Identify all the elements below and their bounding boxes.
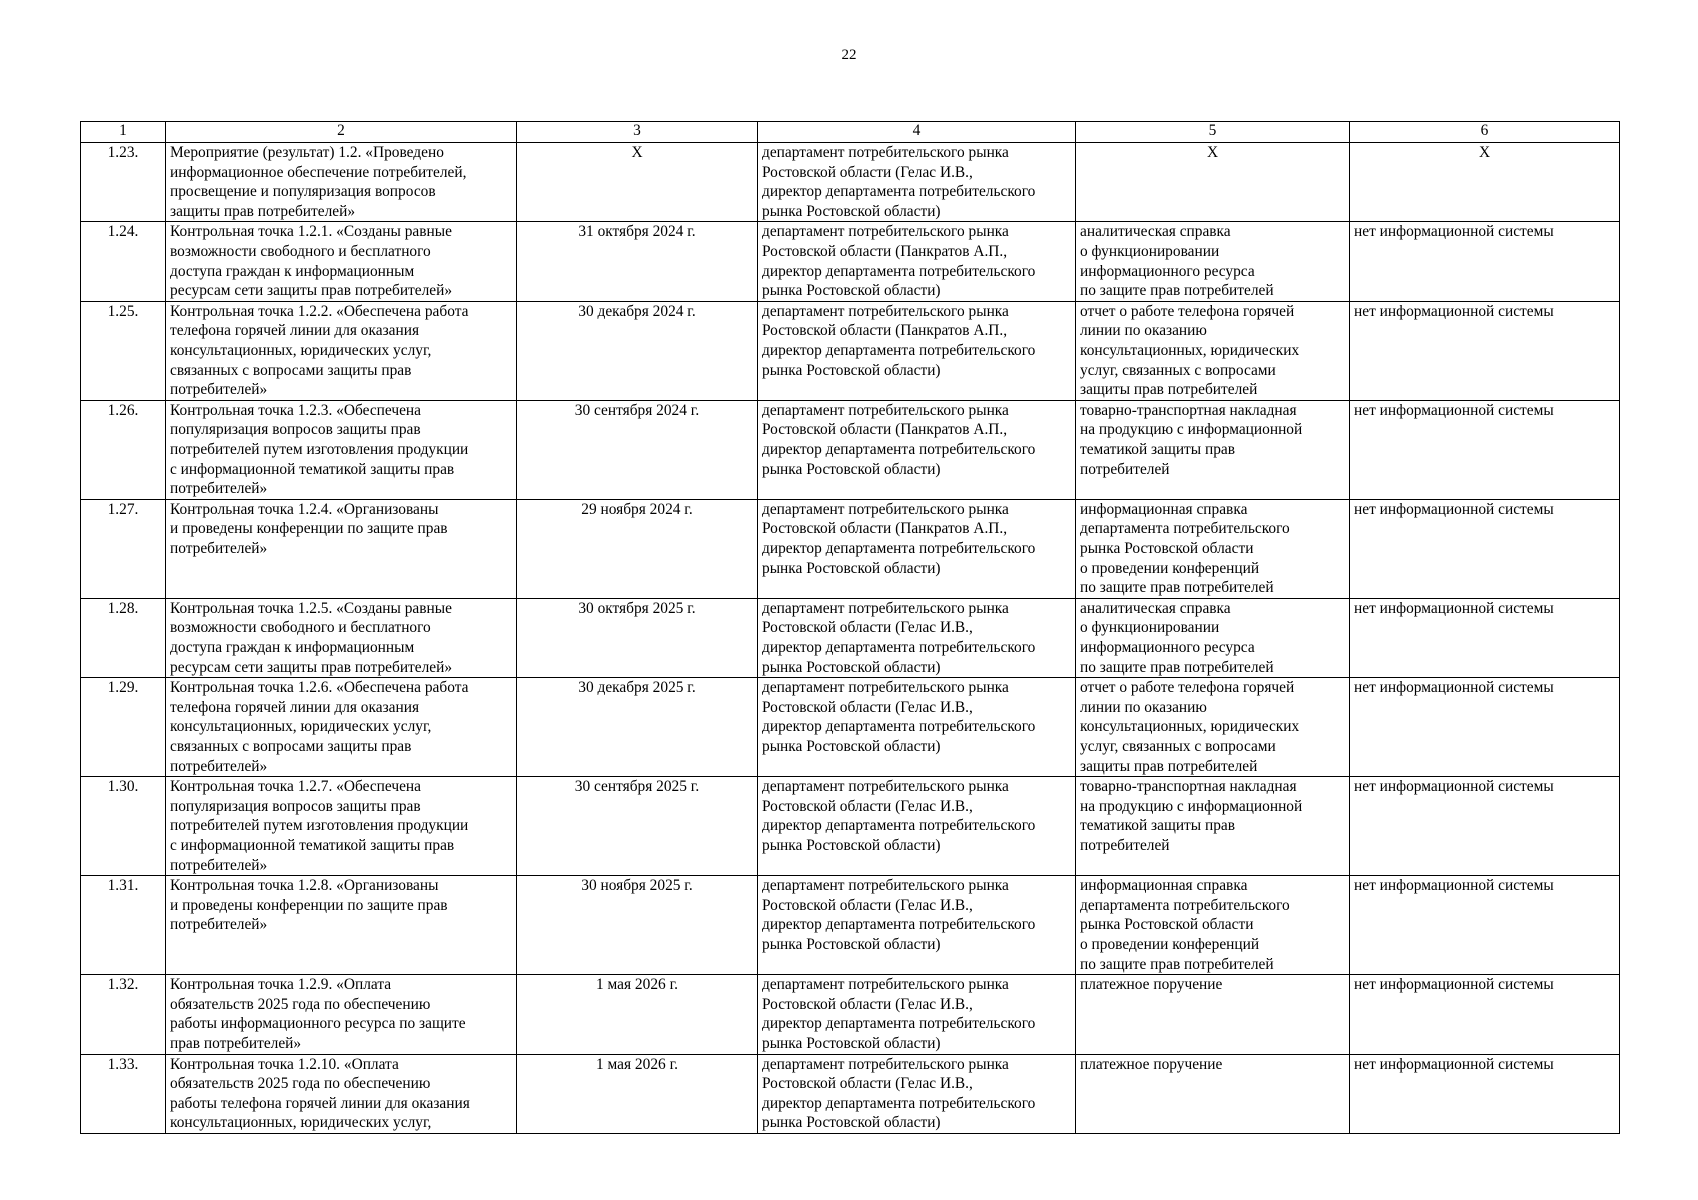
- table-row: [81, 598, 1620, 677]
- confirming-document: товарно-транспортная накладная на продукцию с информационной тематикой защиты прав потребителей: [1076, 400, 1350, 499]
- event-name: Контрольная точка 1.2.1. «Созданы равные возможности свободного и бесплатного доступа граждан к информационным ресурсам сети защиты прав потребителей»: [166, 222, 517, 301]
- deadline: 31 октября 2024 г.: [517, 222, 758, 301]
- table-row: [81, 400, 1620, 499]
- information-system: нет информационной системы: [1350, 598, 1620, 677]
- table-row: [81, 499, 1620, 598]
- column-number: 2: [166, 122, 517, 143]
- confirming-document: аналитическая справка о функционировании информационного ресурса по защите прав потребителей: [1076, 598, 1350, 677]
- responsible-person: департамент потребительского рынка Ростовской области (Гелас И.В., директор департамента потребительского рынка Ростовской области): [758, 1054, 1076, 1133]
- information-system: нет информационной системы: [1350, 400, 1620, 499]
- event-name: Контрольная точка 1.2.9. «Оплата обязательств 2025 года по обеспечению работы информационного ресурса по защите прав потребителей»: [166, 975, 517, 1054]
- row-number: 1.29.: [81, 678, 166, 777]
- deadline: 1 мая 2026 г.: [517, 975, 758, 1054]
- responsible-person: департамент потребительского рынка Ростовской области (Панкратов А.П., директор департамента потребительского рынка Ростовской области): [758, 400, 1076, 499]
- column-number: 5: [1076, 122, 1350, 143]
- responsible-person: департамент потребительского рынка Ростовской области (Гелас И.В., директор департамента потребительского рынка Ростовской области): [758, 598, 1076, 677]
- confirming-document: отчет о работе телефона горячей линии по оказанию консультационных, юридических услуг, связанных с вопросами защиты прав потребителей: [1076, 678, 1350, 777]
- table-row: [81, 876, 1620, 975]
- confirming-document: Х: [1076, 143, 1350, 222]
- event-name: Контрольная точка 1.2.2. «Обеспечена работа телефона горячей линии для оказания консультационных, юридических услуг, связанных с вопросами защиты прав потребителей»: [166, 301, 517, 400]
- confirming-document: информационная справка департамента потребительского рынка Ростовской области о проведении конференций по защите прав потребителей: [1076, 876, 1350, 975]
- confirming-document: платежное поручение: [1076, 1054, 1350, 1133]
- deadline: 29 ноября 2024 г.: [517, 499, 758, 598]
- table-row: [81, 143, 1620, 222]
- row-number: 1.27.: [81, 499, 166, 598]
- confirming-document: аналитическая справка о функционировании информационного ресурса по защите прав потребителей: [1076, 222, 1350, 301]
- responsible-person: департамент потребительского рынка Ростовской области (Панкратов А.П., директор департамента потребительского рынка Ростовской области): [758, 499, 1076, 598]
- row-number: 1.32.: [81, 975, 166, 1054]
- confirming-document: информационная справка департамента потребительского рынка Ростовской области о проведении конференций по защите прав потребителей: [1076, 499, 1350, 598]
- responsible-person: департамент потребительского рынка Ростовской области (Гелас И.В., директор департамента потребительского рынка Ростовской области): [758, 777, 1076, 876]
- event-name: Контрольная точка 1.2.3. «Обеспечена популяризация вопросов защиты прав потребителей путем изготовления продукции с информационной тематикой защиты прав потребителей»: [166, 400, 517, 499]
- table-row: [81, 777, 1620, 876]
- page-number: 22: [841, 47, 857, 63]
- row-number: 1.28.: [81, 598, 166, 677]
- information-system: Х: [1350, 143, 1620, 222]
- control-points-table: [80, 121, 1620, 1134]
- column-number: 6: [1350, 122, 1620, 143]
- event-name: Контрольная точка 1.2.6. «Обеспечена работа телефона горячей линии для оказания консультационных, юридических услуг, связанных с вопросами защиты прав потребителей»: [166, 678, 517, 777]
- deadline: 30 декабря 2025 г.: [517, 678, 758, 777]
- event-name: Контрольная точка 1.2.5. «Созданы равные возможности свободного и бесплатного доступа граждан к информационным ресурсам сети защиты прав потребителей»: [166, 598, 517, 677]
- table-row: [81, 975, 1620, 1054]
- table-row: [81, 1054, 1620, 1133]
- responsible-person: департамент потребительского рынка Ростовской области (Панкратов А.П., директор департамента потребительского рынка Ростовской области): [758, 222, 1076, 301]
- information-system: нет информационной системы: [1350, 777, 1620, 876]
- information-system: нет информационной системы: [1350, 876, 1620, 975]
- row-number: 1.31.: [81, 876, 166, 975]
- deadline: 30 декабря 2024 г.: [517, 301, 758, 400]
- information-system: нет информационной системы: [1350, 1054, 1620, 1133]
- deadline: 30 октября 2025 г.: [517, 598, 758, 677]
- column-number: 3: [517, 122, 758, 143]
- table-row: [81, 678, 1620, 777]
- column-number-row: [81, 122, 1620, 143]
- information-system: нет информационной системы: [1350, 222, 1620, 301]
- responsible-person: департамент потребительского рынка Ростовской области (Гелас И.В., директор департамента потребительского рынка Ростовской области): [758, 678, 1076, 777]
- table-row: [81, 222, 1620, 301]
- event-name: Мероприятие (результат) 1.2. «Проведено информационное обеспечение потребителей, просвещение и популяризация вопросов защиты прав потребителей»: [166, 143, 517, 222]
- row-number: 1.23.: [81, 143, 166, 222]
- information-system: нет информационной системы: [1350, 975, 1620, 1054]
- row-number: 1.33.: [81, 1054, 166, 1133]
- responsible-person: департамент потребительского рынка Ростовской области (Гелас И.В., директор департамента потребительского рынка Ростовской области): [758, 975, 1076, 1054]
- column-number: 1: [81, 122, 166, 143]
- event-name: Контрольная точка 1.2.8. «Организованы и проведены конференции по защите прав потребителей»: [166, 876, 517, 975]
- deadline: 30 сентября 2025 г.: [517, 777, 758, 876]
- information-system: нет информационной системы: [1350, 301, 1620, 400]
- row-number: 1.24.: [81, 222, 166, 301]
- event-name: Контрольная точка 1.2.7. «Обеспечена популяризация вопросов защиты прав потребителей путем изготовления продукции с информационной тематикой защиты прав потребителей»: [166, 777, 517, 876]
- information-system: нет информационной системы: [1350, 678, 1620, 777]
- responsible-person: департамент потребительского рынка Ростовской области (Гелас И.В., директор департамента потребительского рынка Ростовской области): [758, 143, 1076, 222]
- row-number: 1.25.: [81, 301, 166, 400]
- deadline: 30 ноября 2025 г.: [517, 876, 758, 975]
- information-system: нет информационной системы: [1350, 499, 1620, 598]
- deadline: 30 сентября 2024 г.: [517, 400, 758, 499]
- event-name: Контрольная точка 1.2.10. «Оплата обязательств 2025 года по обеспечению работы телефона горячей линии для оказания консультационных, юридических услуг,: [166, 1054, 517, 1133]
- table-row: [81, 301, 1620, 400]
- deadline: 1 мая 2026 г.: [517, 1054, 758, 1133]
- confirming-document: платежное поручение: [1076, 975, 1350, 1054]
- event-name: Контрольная точка 1.2.4. «Организованы и проведены конференции по защите прав потребителей»: [166, 499, 517, 598]
- row-number: 1.26.: [81, 400, 166, 499]
- row-number: 1.30.: [81, 777, 166, 876]
- deadline: Х: [517, 143, 758, 222]
- column-number: 4: [758, 122, 1076, 143]
- responsible-person: департамент потребительского рынка Ростовской области (Панкратов А.П., директор департамента потребительского рынка Ростовской области): [758, 301, 1076, 400]
- responsible-person: департамент потребительского рынка Ростовской области (Гелас И.В., директор департамента потребительского рынка Ростовской области): [758, 876, 1076, 975]
- confirming-document: отчет о работе телефона горячей линии по оказанию консультационных, юридических услуг, связанных с вопросами защиты прав потребителей: [1076, 301, 1350, 400]
- confirming-document: товарно-транспортная накладная на продукцию с информационной тематикой защиты прав потребителей: [1076, 777, 1350, 876]
